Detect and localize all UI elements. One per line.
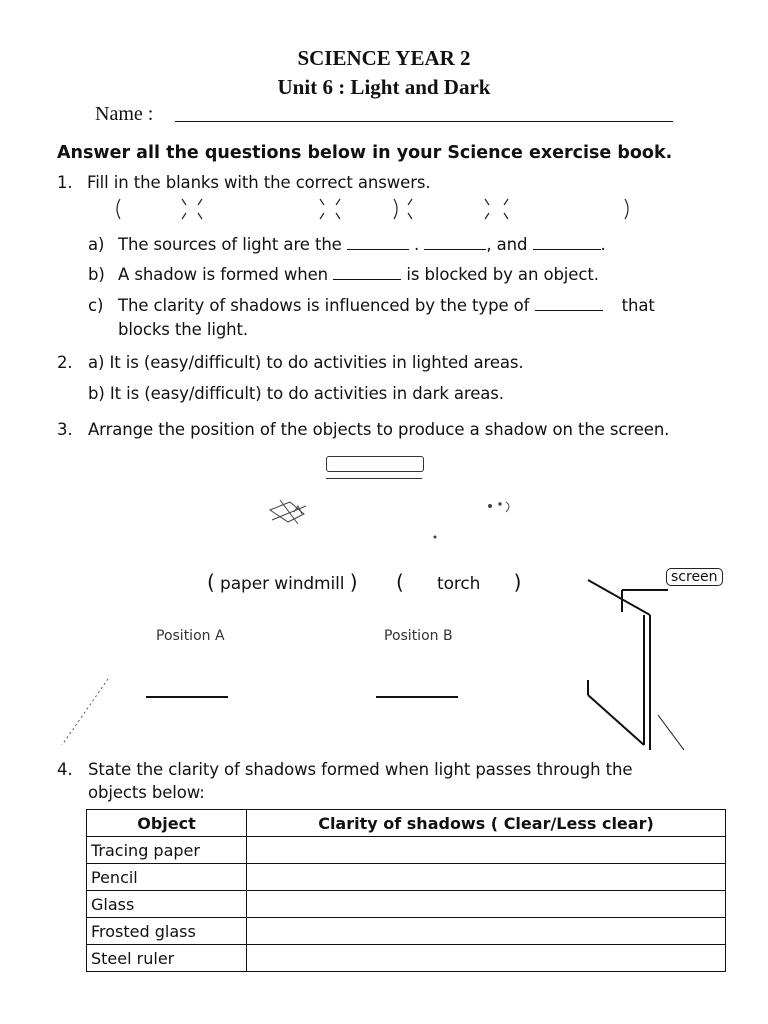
q1c-text-3: blocks the light. — [118, 320, 249, 339]
light-beam-sketch — [58, 675, 118, 750]
q1c-blank[interactable] — [535, 296, 603, 311]
table-cell-answer[interactable] — [247, 918, 726, 945]
q3-text: Arrange the position of the objects to produce a shadow on the screen. — [88, 420, 670, 439]
name-label: Name : — [95, 103, 154, 125]
q1b-label: b) — [88, 265, 105, 284]
table-cell-object: Glass — [87, 891, 247, 918]
q1c-text-2: that — [621, 296, 655, 315]
position-a-label: Position A — [156, 628, 225, 644]
q4-number: 4. — [57, 760, 73, 779]
q4-text-2: objects below: — [88, 783, 205, 802]
clarity-table — [86, 809, 726, 972]
table-cell-object: Steel ruler — [87, 945, 247, 972]
q2-number: 2. — [57, 353, 73, 372]
table-cell-answer[interactable] — [247, 891, 726, 918]
option-torch-label: torch — [437, 574, 481, 594]
word-bank-brackets — [110, 195, 640, 225]
q1a-blank-1[interactable] — [347, 235, 409, 250]
worksheet-title: SCIENCE YEAR 2 — [297, 46, 471, 70]
table-row — [87, 891, 726, 918]
q1-text: Fill in the blanks with the correct answers. — [87, 173, 431, 192]
q1a-blank-3[interactable] — [533, 235, 601, 250]
q1c-text-1: The clarity of shadows is influenced by the type of — [118, 296, 530, 315]
q1a-line: The sources of light are the . , and . — [118, 235, 606, 254]
q1a-text: The sources of light are the — [118, 235, 342, 254]
table-row — [87, 945, 726, 972]
table-cell-object: Tracing paper — [87, 837, 247, 864]
position-a-answer-line[interactable] — [146, 694, 228, 698]
q1a-label: a) — [88, 235, 105, 254]
q3-number: 3. — [57, 420, 73, 439]
q1a-and: and — [496, 235, 528, 254]
q1b-blank[interactable] — [333, 265, 401, 280]
q1a-blank-2[interactable] — [424, 235, 486, 250]
faded-object-sketch — [260, 492, 530, 542]
q1c-line — [118, 296, 655, 315]
q1b-line — [118, 265, 599, 284]
q2b-text: b) It is (easy/difficult) to do activities in dark areas. — [88, 384, 504, 403]
q1b-text-2: is blocked by an object. — [406, 265, 599, 284]
instruction-text: Answer all the questions below in your Science exercise book. — [57, 143, 673, 163]
table-cell-answer[interactable] — [247, 945, 726, 972]
screen-diagram — [580, 570, 690, 755]
q2a-text: a) It is (easy/difficult) to do activities in lighted areas. — [88, 353, 524, 372]
table-header-object: Object — [87, 810, 247, 837]
label-box-top — [326, 456, 424, 472]
option-paper-windmill-label: paper windmill — [220, 574, 345, 594]
position-b-answer-line[interactable] — [376, 694, 458, 698]
q1-number: 1. — [57, 173, 73, 192]
table-row — [87, 864, 726, 891]
option-torch[interactable]: ( torch ) — [396, 570, 522, 594]
label-box-line — [326, 478, 422, 479]
q1c-label: c) — [88, 296, 104, 315]
table-header-clarity: Clarity of shadows ( Clear/Less clear) — [247, 810, 726, 837]
table-header-row — [87, 810, 726, 837]
option-paper-windmill[interactable]: ( paper windmill ) — [207, 570, 358, 594]
unit-title: Unit 6 : Light and Dark — [277, 75, 491, 99]
table-row — [87, 837, 726, 864]
table-row — [87, 918, 726, 945]
name-input-line[interactable] — [175, 121, 673, 122]
screen-label: screen — [666, 568, 723, 586]
q4-text-1: State the clarity of shadows formed when light passes through the — [88, 760, 633, 779]
position-b-label: Position B — [384, 628, 453, 644]
table-cell-answer[interactable] — [247, 837, 726, 864]
q1b-text-1: A shadow is formed when — [118, 265, 329, 284]
table-cell-answer[interactable] — [247, 864, 726, 891]
table-cell-object: Frosted glass — [87, 918, 247, 945]
table-cell-object: Pencil — [87, 864, 247, 891]
